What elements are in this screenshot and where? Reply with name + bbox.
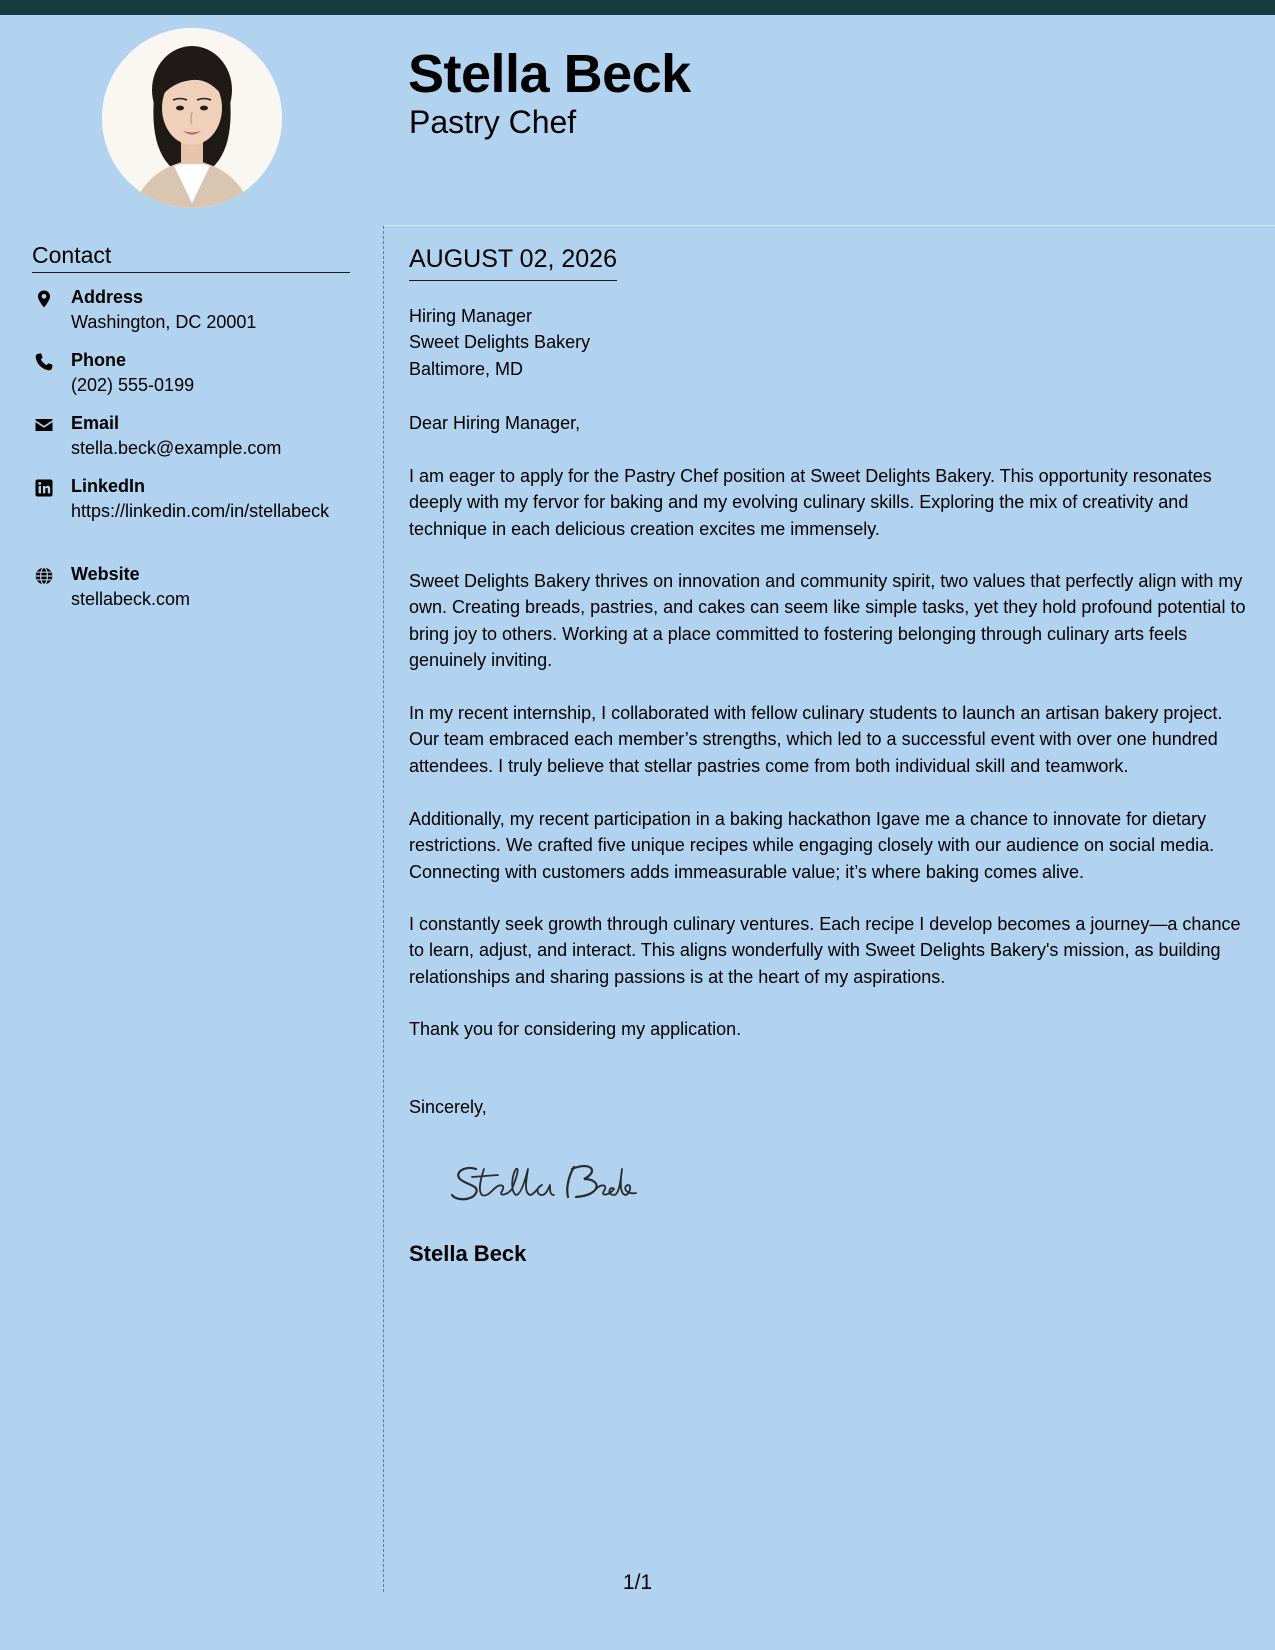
location-pin-icon	[34, 289, 54, 309]
candidate-name: Stella Beck	[408, 44, 691, 104]
top-accent-bar	[0, 0, 1275, 15]
contact-value: https://linkedin.com/in/stellabeck	[71, 501, 330, 521]
closing: Sincerely,	[409, 1097, 487, 1117]
letter-paragraph: I am eager to apply for the Pastry Chef position at Sweet Delights Bakery. This opportunity resonates deeply with my fervor for baking and my evolving culinary skills. Exploring the mix of creativity and technique in each delicious creation excites me immensely.	[409, 466, 1212, 539]
recipient-line: Hiring Manager	[409, 306, 533, 326]
contact-label: Address	[71, 287, 144, 307]
contact-value: Washington, DC 20001	[71, 312, 257, 332]
contact-label: Website	[71, 564, 140, 584]
letter-paragraph: Additionally, my recent participation in a baking hackathon Igave me a chance to innovate for dietary restrictions. We crafted five unique recipes while engaging closely with our audience on social media. Connecting with customers adds immeasurable value; it’s where baking comes alive.	[409, 809, 1215, 882]
globe-icon	[34, 566, 54, 586]
header-divider	[384, 225, 1275, 226]
contact-value: stella.beck@example.com	[71, 438, 282, 458]
contact-label: Email	[71, 413, 120, 433]
page-number: 1/1	[622, 1571, 653, 1594]
letter-date: AUGUST 02, 2026	[409, 243, 617, 281]
letter-paragraph: Sweet Delights Bakery thrives on innovation and community spirit, two values that perfectly align with my own. Creating breads, pastries, and cakes can seem like simple tasks, yet they hold profound potential to bring joy to others. Working at a place committed to fostering belonging through culinary arts feels genuinely inviting.	[409, 571, 1246, 670]
recipient-line: Sweet Delights Bakery	[409, 332, 591, 353]
column-divider	[383, 226, 384, 1592]
profile-photo	[102, 28, 282, 208]
contact-value: stellabeck.com	[71, 589, 191, 609]
envelope-icon	[34, 415, 54, 435]
contact-value: (202) 555-0199	[71, 375, 195, 395]
handwritten-signature	[450, 1155, 640, 1216]
job-title: Pastry Chef	[409, 104, 577, 140]
recipient-line: Baltimore, MD	[409, 358, 524, 379]
recipient-block	[409, 303, 1251, 382]
letter-paragraph: I constantly seek growth through culinary ventures. Each recipe I develop becomes a journey—a chance to learn, adjust, and interact. This aligns wonderfully with Sweet Delights Bakery's mission, as building relationships and sharing passions is at the heart of my aspirations.	[409, 914, 1241, 987]
salutation: Dear Hiring Manager,	[409, 413, 581, 433]
contact-label: LinkedIn	[71, 476, 146, 496]
contact-heading: Contact	[32, 240, 350, 273]
signed-name: Stella Beck	[409, 1241, 527, 1266]
letter-paragraph: Thank you for considering my application.	[409, 1019, 742, 1039]
phone-icon	[34, 352, 54, 372]
letter-paragraph: In my recent internship, I collaborated with fellow culinary students to launch an artisan bakery project. Our team embraced each member’s strengths, which led to a successful event with over one hundred attendees. I truly believe that stellar pastries come from both individual skill and teamwork.	[409, 703, 1223, 776]
contact-label: Phone	[71, 350, 127, 370]
linkedin-icon	[34, 478, 54, 498]
